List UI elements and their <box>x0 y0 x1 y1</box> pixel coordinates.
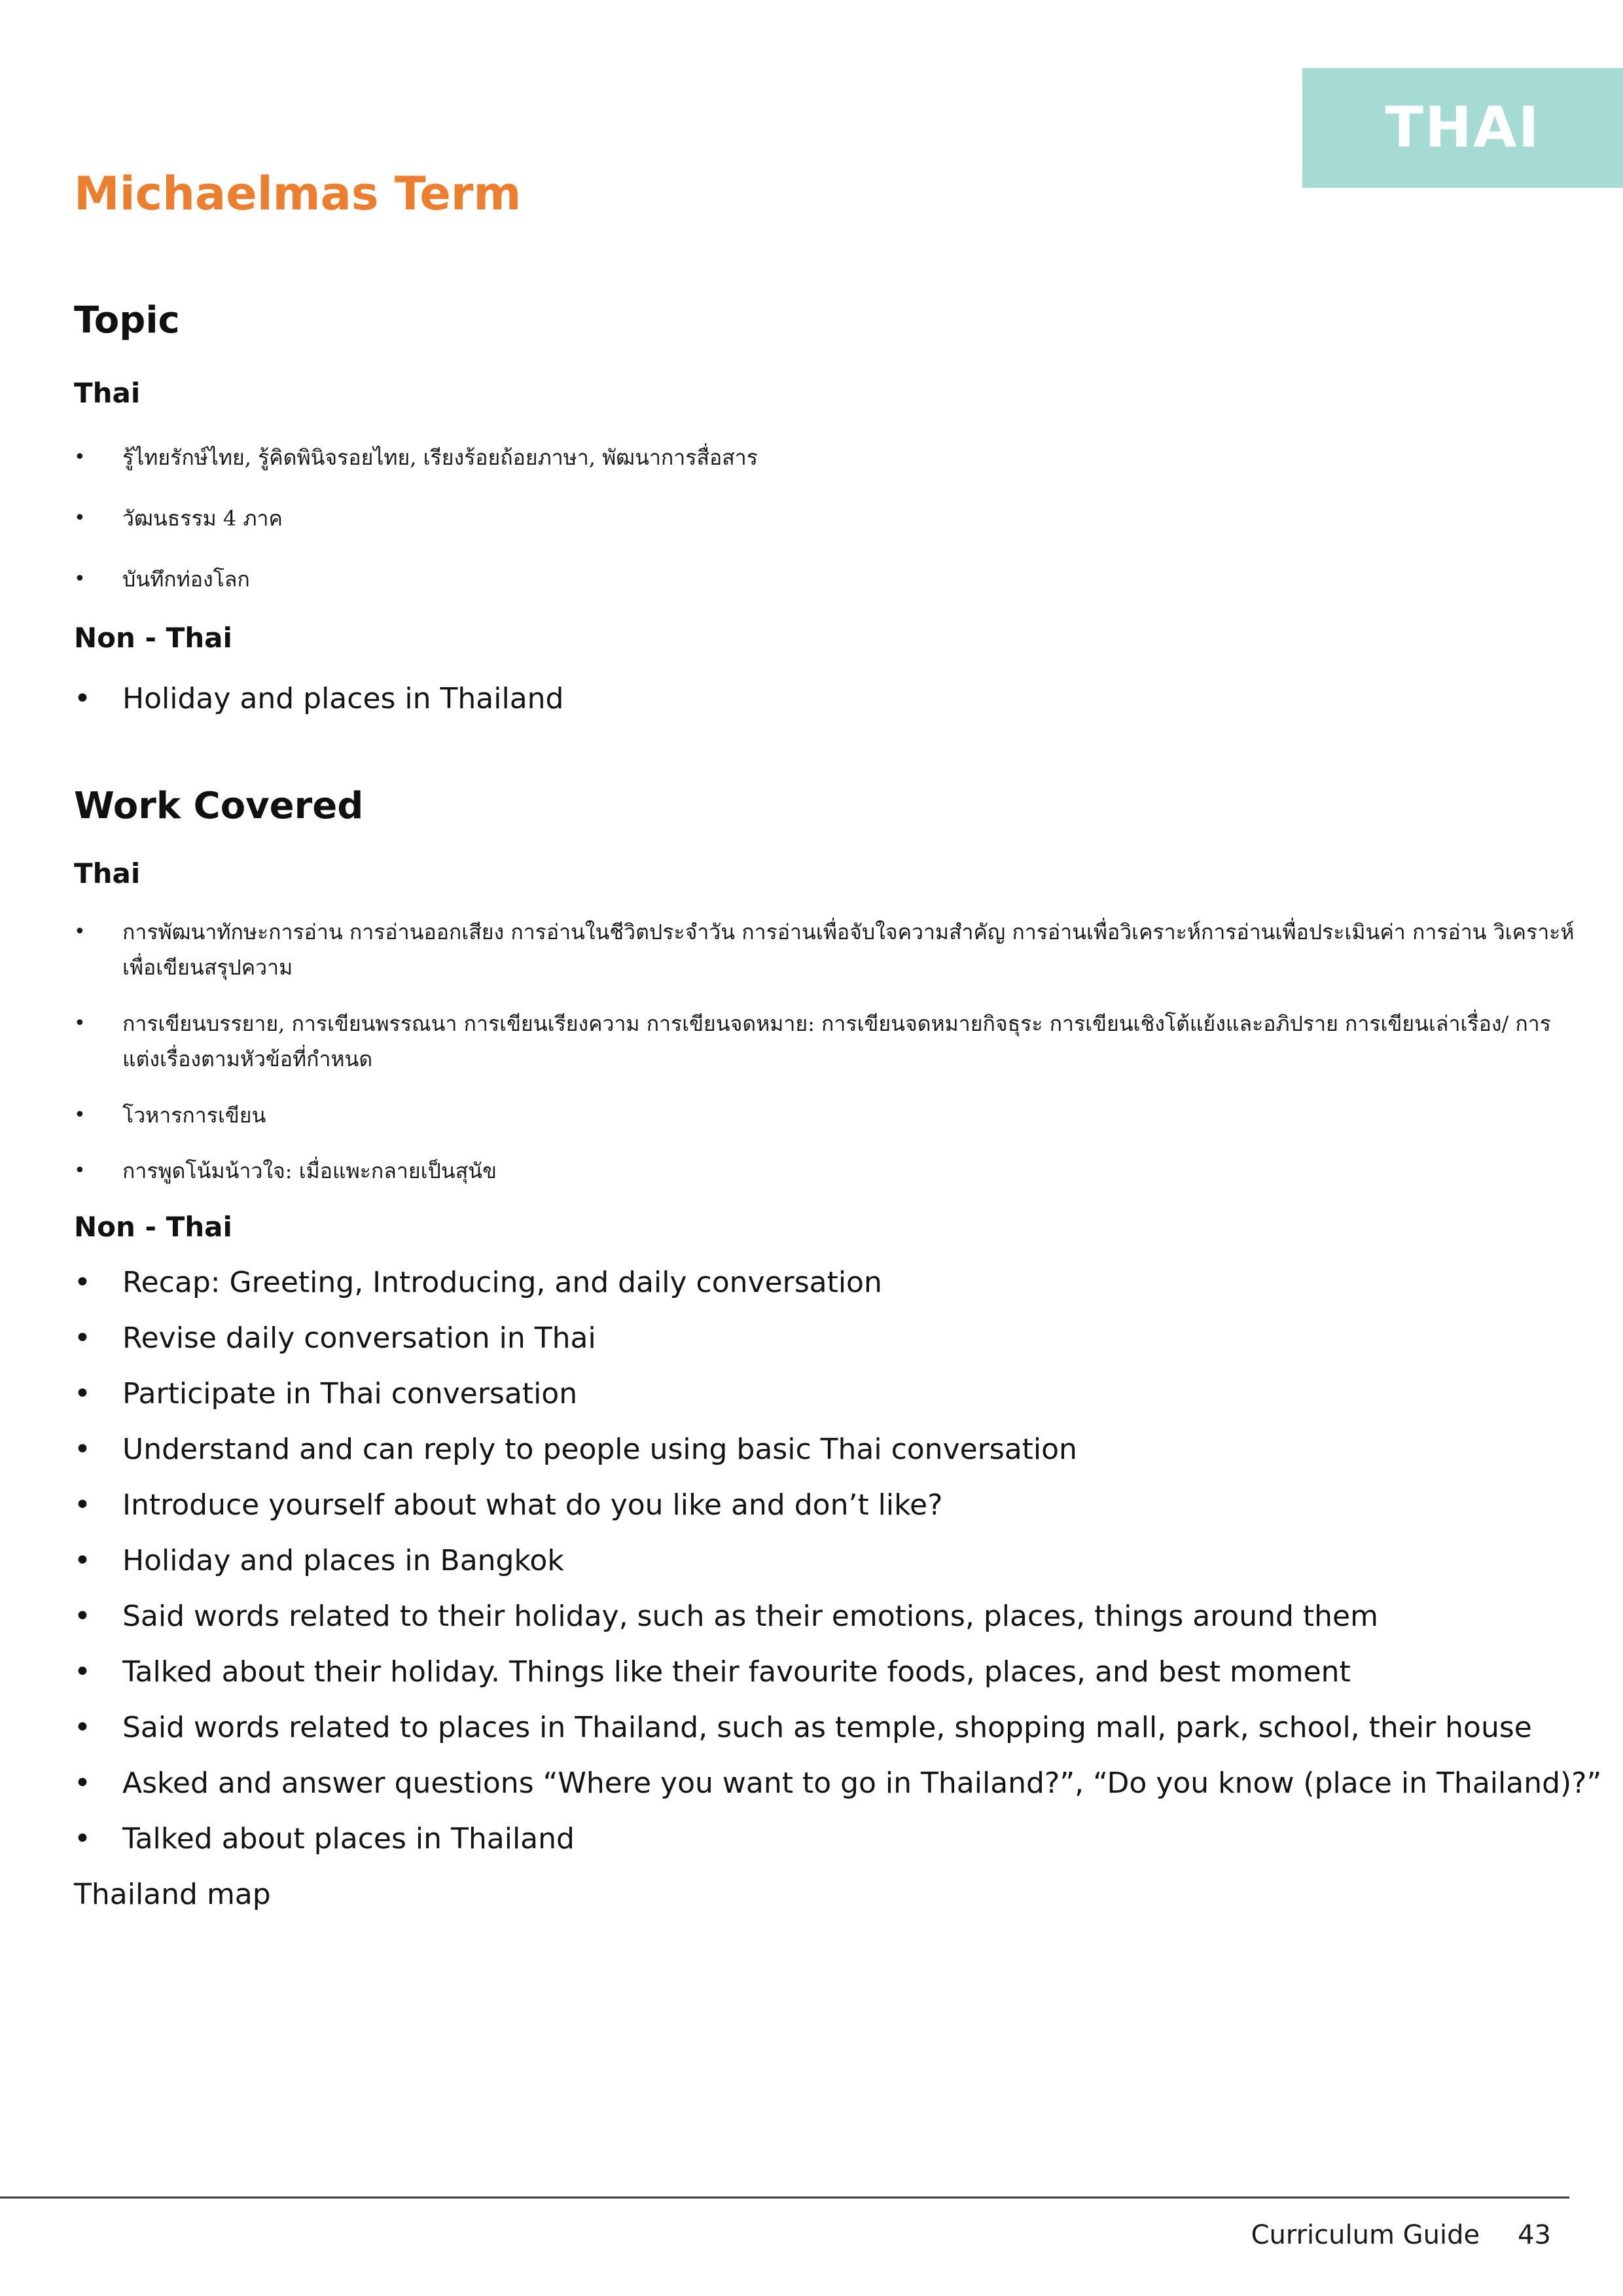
page-footer <box>1251 2215 1551 2255</box>
list-item: • Participate in Thai conversation <box>74 1371 1579 1417</box>
list-item: • บันทึกท่องโลก <box>74 562 1579 597</box>
footer-divider <box>0 2197 1569 2198</box>
list-item: • Asked and answer questions “Where you want to go in Thailand?”, “Do you know (place in Thailand)?” <box>74 1761 1579 1806</box>
list-item: • Holiday and places in Thailand <box>74 676 1579 722</box>
list-item: • Recap: Greeting, Introducing, and daily conversation <box>74 1260 1579 1306</box>
list-item: • Holiday and places in Bangkok <box>74 1538 1579 1584</box>
footer-label: Curriculum Guide <box>1251 2220 1480 2250</box>
topic-non-thai-list <box>74 676 1579 732</box>
page-number: 43 <box>1518 2220 1551 2250</box>
work-covered-non-thai-list <box>74 1260 1602 1872</box>
topic-thai-label: Thai <box>74 377 141 409</box>
thailand-map-text: Thailand map <box>74 1878 271 1911</box>
topic-heading: Topic <box>74 299 180 342</box>
list-item: • โวหารการเขียน <box>74 1098 1579 1133</box>
list-item: • Talked about places in Thailand <box>74 1816 1579 1862</box>
list-item: • การพูดโน้มน้าวใจ: เมื่อแพะกลายเป็นสุนัข <box>74 1153 1579 1189</box>
topic-non-thai-label: Non - Thai <box>74 622 232 654</box>
page-title: Michaelmas Term <box>74 167 522 221</box>
list-item: • วัฒนธรรม 4 ภาค <box>74 501 1579 536</box>
list-item: • รู้ไทยรักษ์ไทย, รู้คิดพินิจรอยไทย, เรียงร้อยถ้อยภาษา, พัฒนาการสื่อสาร <box>74 440 1579 475</box>
work-covered-thai-label: Thai <box>74 857 141 889</box>
topic-thai-list <box>74 440 1579 622</box>
work-covered-non-thai-label: Non - Thai <box>74 1211 232 1243</box>
list-item: • Talked about their holiday. Things like their favourite foods, places, and best moment <box>74 1649 1579 1695</box>
subject-tab: THAI <box>1302 68 1623 188</box>
list-item: • Revise daily conversation in Thai <box>74 1316 1579 1361</box>
list-item: • การเขียนบรรยาย, การเขียนพรรณนา การเขียนเรียงความ การเขียนจดหมาย: การเขียนจดหมายกิจธุระ การเขียนเชิงโต้แย้งและอภิปราย การเขียนเล่าเรื่อง/ การแต่งเรื่องตามหัวข้อที่กำหนด <box>74 1006 1579 1077</box>
list-item: • การพัฒนาทักษะการอ่าน การอ่านออกเสียง การอ่านในชีวิตประจำวัน การอ่านเพื่อจับใจความสำคัญ การอ่านเพื่อวิเคราะห์การอ่านเพื่อประเมินค่า การอ่าน วิเคราะห์เพื่อเขียนสรุปความ <box>74 914 1579 985</box>
list-item: • Introduce yourself about what do you like and don’t like? <box>74 1482 1579 1528</box>
list-item: • Understand and can reply to people using basic Thai conversation <box>74 1427 1579 1473</box>
work-covered-heading: Work Covered <box>74 785 364 827</box>
list-item: • Said words related to places in Thailand, such as temple, shopping mall, park, school, their house <box>74 1705 1579 1751</box>
work-covered-thai-list <box>74 914 1579 1214</box>
list-item: • Said words related to their holiday, such as their emotions, places, things around them <box>74 1594 1579 1640</box>
